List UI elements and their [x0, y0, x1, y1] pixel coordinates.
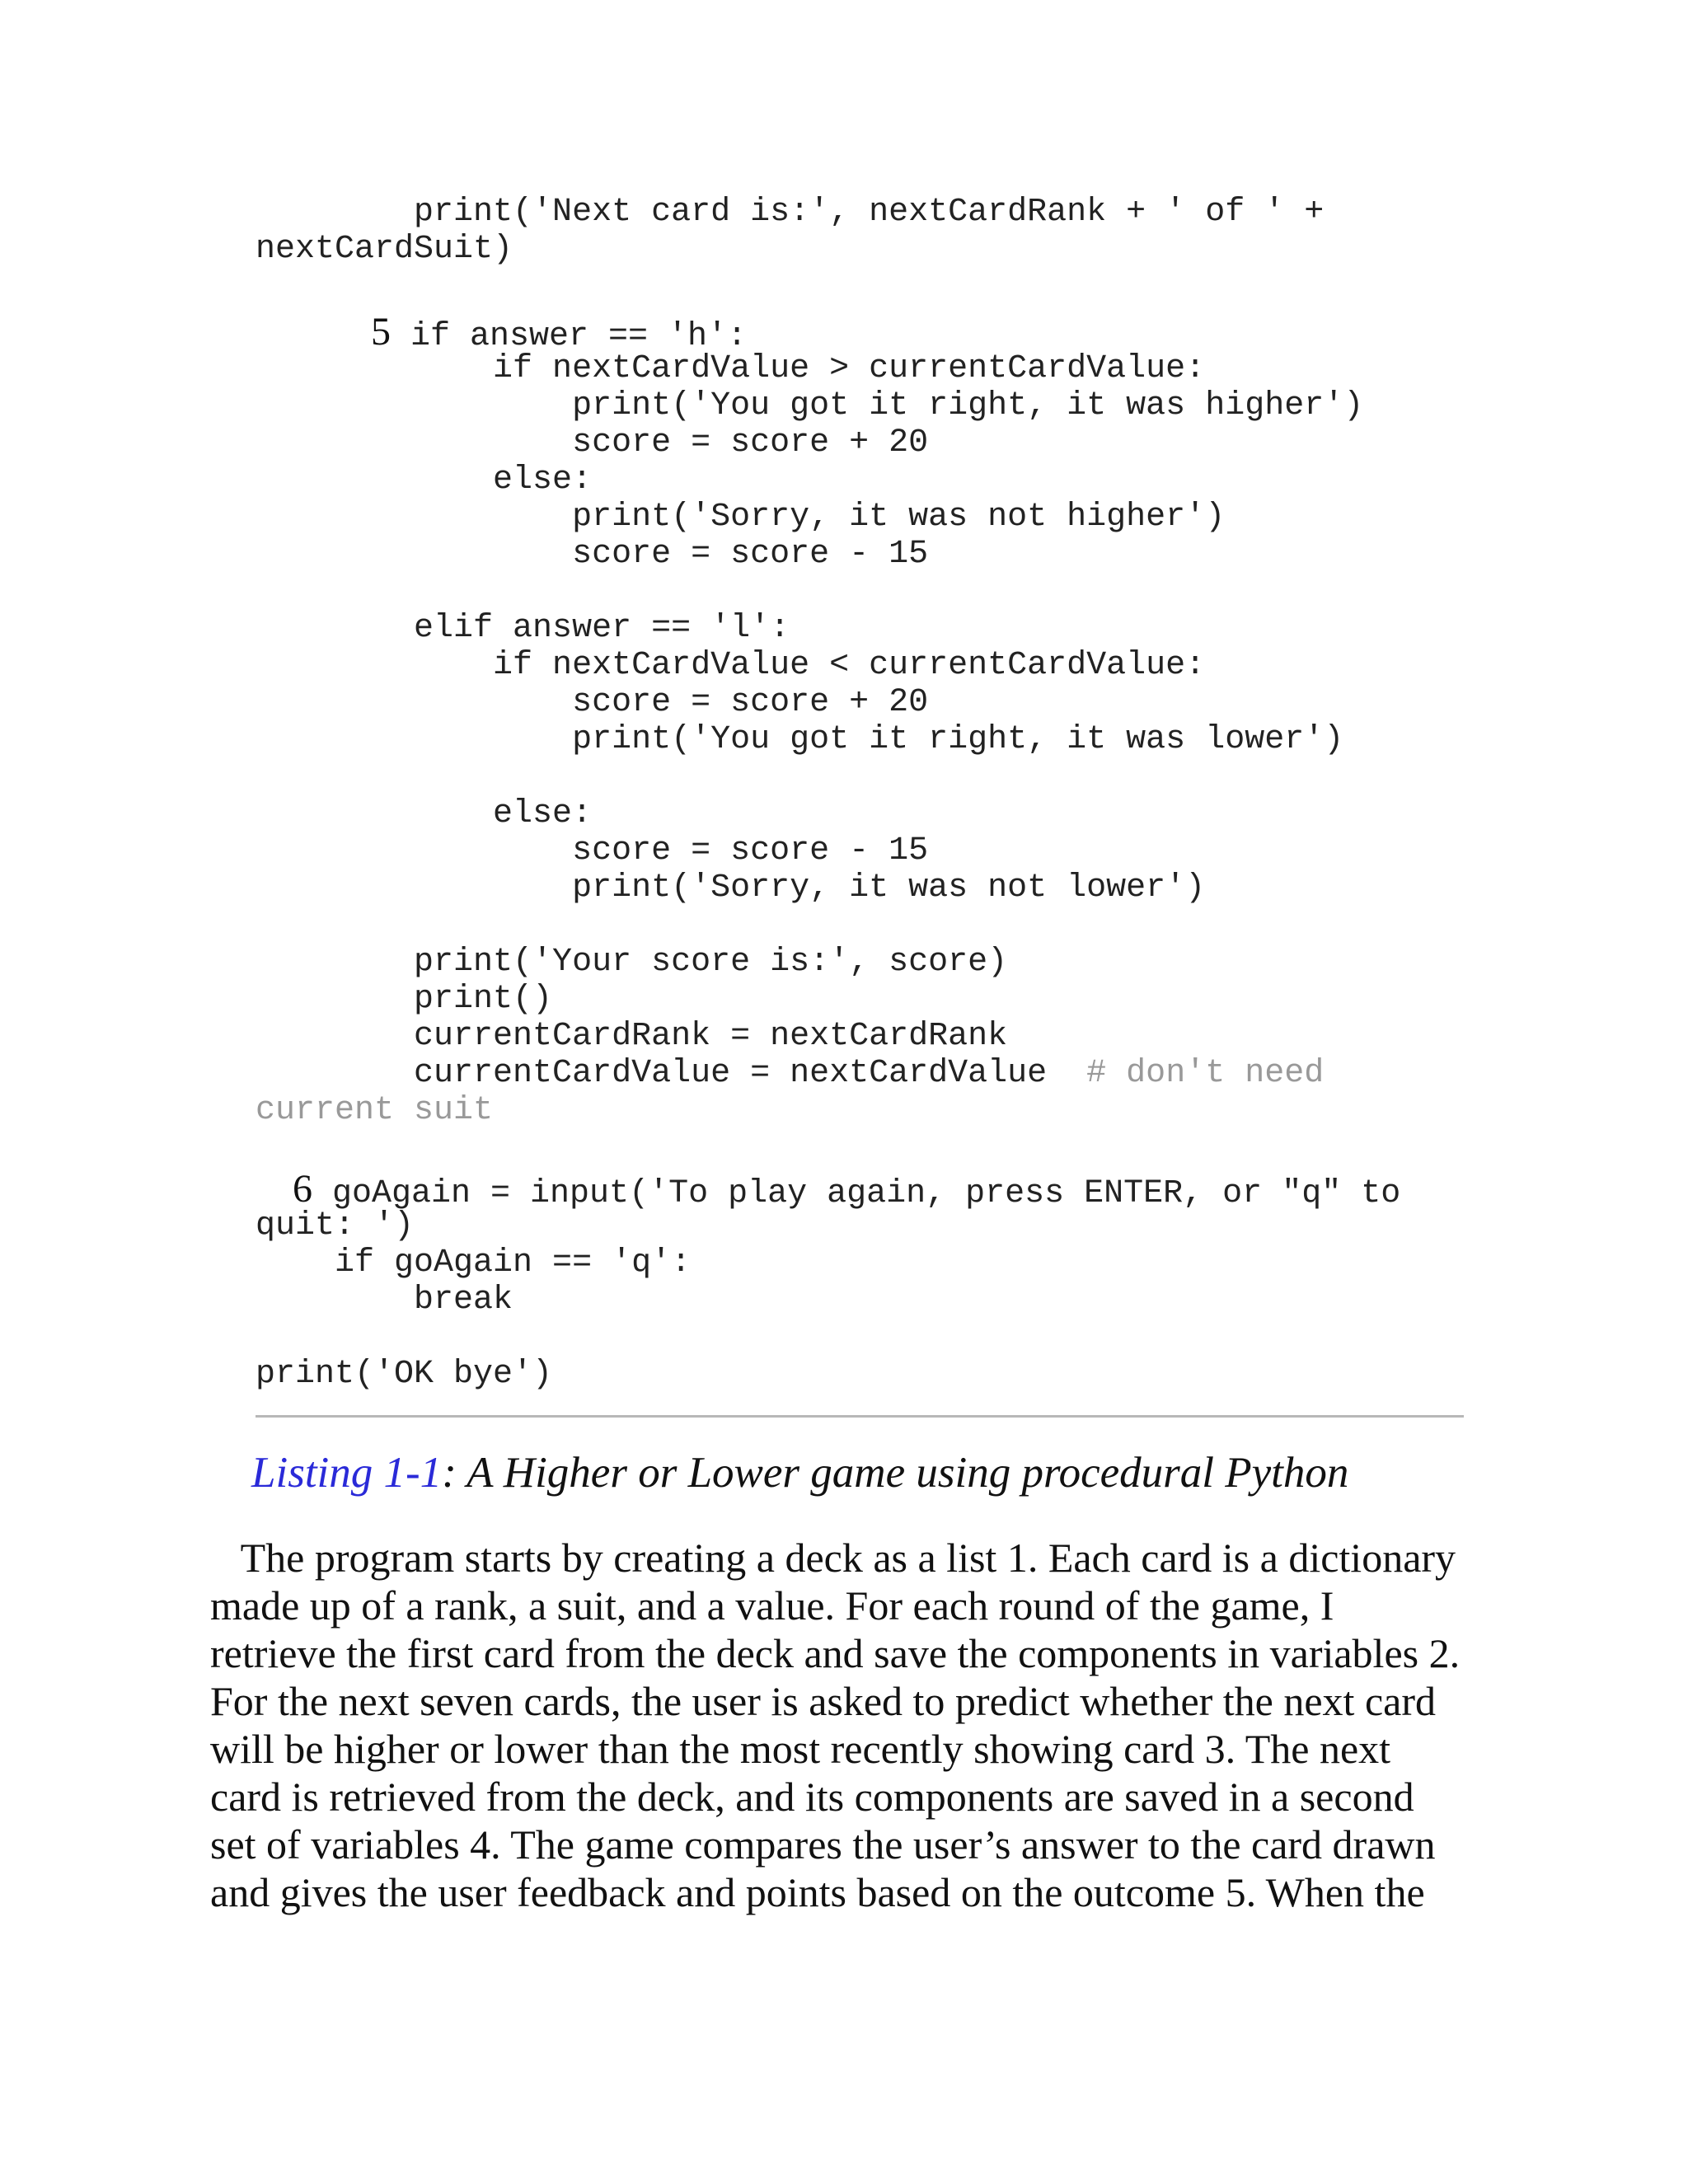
caption-text: : A Higher or Lower game using procedural Python — [442, 1449, 1349, 1497]
code-line: quit: ') — [256, 1207, 415, 1244]
paragraph-line: card is retrieved from the deck, and its components are saved in a second — [210, 1774, 1414, 1820]
code-line: score = score - 15 — [256, 536, 929, 573]
code-line — [256, 1055, 1324, 1092]
code-line: print('Next card is:', nextCardRank + ' of ' + — [256, 194, 1325, 231]
paragraph-line: made up of a rank, a suit, and a value. For each round of the game, I — [210, 1582, 1334, 1629]
code-line: print('Your score is:', score) — [256, 944, 1008, 981]
code-line: break — [256, 1282, 513, 1319]
code-line: elif answer == 'l': — [256, 610, 790, 647]
code-line: nextCardSuit) — [256, 231, 513, 268]
callout-marker: 6 — [293, 1167, 312, 1211]
code-text: if answer == 'h': — [391, 318, 748, 355]
code-line: if goAgain == 'q': — [256, 1244, 692, 1282]
paragraph-line: and gives the user feedback and points based on the outcome 5. When the — [210, 1869, 1425, 1915]
code-line: print() — [256, 981, 553, 1018]
code-line — [371, 310, 748, 355]
callout-marker: 5 — [371, 310, 391, 354]
paragraph-line: For the next seven cards, the user is asked to predict whether the next card — [210, 1678, 1436, 1724]
code-line: score = score + 20 — [256, 424, 929, 462]
code-text: goAgain = input('To play again, press ENTER, or "q" to — [312, 1175, 1401, 1212]
code-line: score = score - 15 — [256, 832, 929, 869]
code-line: else: — [256, 462, 593, 499]
paragraph-line: set of variables 4. The game compares the user’s answer to the card drawn — [210, 1821, 1436, 1868]
code-text: currentCardValue = nextCardValue — [256, 1055, 1087, 1092]
listing-divider — [256, 1415, 1464, 1418]
listing-caption — [251, 1446, 1348, 1499]
listing-label[interactable]: Listing 1-1 — [251, 1449, 443, 1497]
paragraph-line: retrieve the first card from the deck and save the components in variables 2. — [210, 1630, 1461, 1676]
code-line: print('OK bye') — [256, 1356, 553, 1393]
code-line: print('You got it right, it was lower') — [256, 721, 1344, 758]
code-line — [293, 1167, 1401, 1212]
paragraph-line: will be higher or lower than the most recently showing card 3. The next — [210, 1726, 1391, 1772]
code-comment: # don't need — [1086, 1055, 1325, 1092]
code-line: if nextCardValue > currentCardValue: — [256, 350, 1206, 387]
code-line: if nextCardValue < currentCardValue: — [256, 647, 1206, 684]
paragraph-line: The program starts by creating a deck as a list 1. Each card is a dictionary — [210, 1535, 1456, 1581]
code-line: score = score + 20 — [256, 684, 929, 721]
code-line: print('Sorry, it was not higher') — [256, 499, 1226, 536]
code-line: else: — [256, 795, 593, 832]
code-line: print('You got it right, it was higher') — [256, 387, 1364, 424]
code-line — [256, 1092, 493, 1129]
code-comment: current suit — [256, 1092, 494, 1129]
code-line: currentCardRank = nextCardRank — [256, 1018, 1008, 1055]
code-line: print('Sorry, it was not lower') — [256, 869, 1206, 907]
